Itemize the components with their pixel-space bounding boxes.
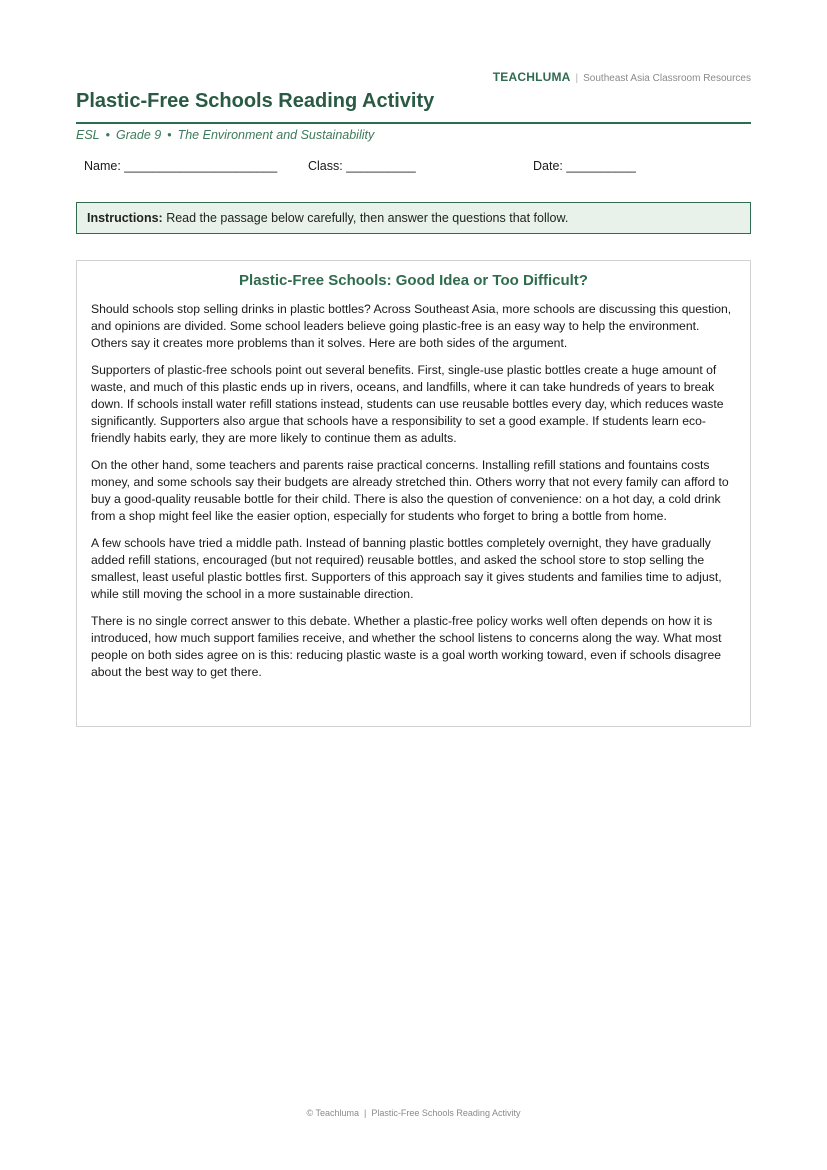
brand-header — [493, 70, 751, 84]
instructions-label: Instructions: — [87, 211, 163, 225]
title-divider — [76, 122, 751, 124]
instructions-box — [76, 202, 751, 234]
footer-copyright: © Teachluma — [306, 1108, 360, 1118]
brand-separator: | — [575, 73, 579, 84]
passage-paragraph: Supporters of plastic-free schools point out several benefits. First, single-use plastic bottles create a huge amount of waste, and much of this plastic ends up in rivers, oceans, and landfills, where it can take hundreds of years to break down. If schools install water refill stations instead, students can use reusable bottles every day, which reduces waste significantly. Supporters also argue that schools have a responsibility to set a good example. If students learn eco-friendly habits early, they are more likely to continue them as adults. — [91, 363, 724, 445]
passage-paragraph: There is no single correct answer to this debate. Whether a plastic-free policy works well often depends on how it is introduced, how much support families receive, and whether the school listens to concerns along the way. What most people on both sides agree on is this: reducing plastic waste is a goal worth working toward, even if schools disagree about the best way to get there. — [91, 614, 722, 679]
footer-doc-name: Plastic-Free Schools Reading Activity — [371, 1108, 521, 1118]
date-field[interactable]: Date: __________ — [533, 159, 636, 173]
bullet-separator: • — [167, 128, 172, 142]
page-title: Plastic-Free Schools Reading Activity — [76, 90, 435, 112]
grade-label: Grade 9 — [116, 128, 162, 142]
footer-separator: | — [364, 1108, 367, 1118]
subject-label: ESL — [76, 128, 100, 142]
passage-paragraph: A few schools have tried a middle path. Instead of banning plastic bottles completely overnight, they have gradually added refill stations, encouraged (but not required) reusable bottles, and asked the school store to stop selling the smallest, least useful plastic bottles first. Supporters of this approach say it gives students and families time to adjust, while still moving the school in a more sustainable direction. — [91, 536, 722, 601]
topic-label: The Environment and Sustainability — [177, 128, 375, 142]
passage-paragraph: On the other hand, some teachers and parents raise practical concerns. Installing refill stations and fountains costs money, and some schools say their budgets are already stretched thin. Others worry that not every family can afford to buy a good-quality reusable bottle for their child. There is also the question of convenience: on a hot day, a cold drink from a shop might feel like the easier option, especially for students who forget to bring a bottle from home. — [91, 458, 729, 523]
passage-title: Plastic-Free Schools: Good Idea or Too Difficult? — [239, 272, 588, 289]
passage-body — [91, 301, 738, 681]
brand-name: TEACHLUMA — [492, 70, 571, 84]
worksheet-subtitle — [76, 128, 374, 142]
page-footer — [0, 1108, 827, 1118]
bullet-separator: • — [105, 128, 111, 142]
reading-passage — [76, 260, 751, 727]
passage-paragraph: Should schools stop selling drinks in plastic bottles? Across Southeast Asia, more schools are discussing this question, and opinions are divided. Some school leaders believe going plastic-free is an easy way to help the environment. Others say it creates more problems than it solves. Here are both sides of the argument. — [91, 302, 732, 350]
brand-tagline: Southeast Asia Classroom Resources — [583, 73, 751, 84]
name-field[interactable]: Name: ______________________ — [84, 159, 278, 173]
instructions-text: Read the passage below carefully, then answer the questions that follow. — [166, 211, 569, 225]
class-field[interactable]: Class: __________ — [308, 159, 416, 173]
